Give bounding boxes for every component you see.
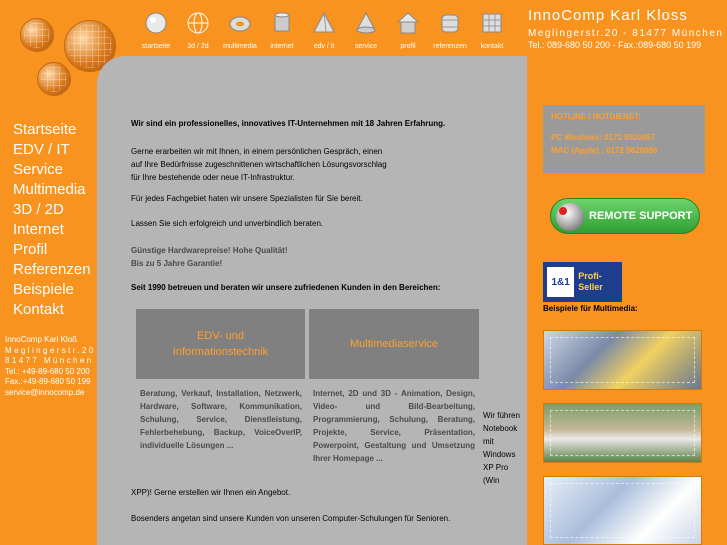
topnav-label: 3d / 2d (187, 43, 209, 50)
address-fax: Fax.:+49-89-680 50 199 (5, 377, 91, 386)
examples-heading: Beispiele für Multimedia: (543, 304, 638, 313)
leftnav-referenzen[interactable]: Referenzen (13, 261, 91, 278)
grid-cube-icon (481, 12, 503, 34)
topnav-edv-it[interactable] (303, 8, 345, 50)
company-phone: Tel.: 089-680 50 200 - Fax.:089-680 50 199 (528, 40, 702, 50)
pyramid-icon (313, 12, 335, 34)
since-text: Seit 1990 betreuen und beraten wir unsere zufriedenen Kunden in den Bereichen: (131, 283, 441, 292)
topnav-label: edv / it (313, 43, 335, 50)
main-panel (97, 56, 527, 545)
address-email[interactable]: service@innocomp.de (5, 387, 85, 397)
edv-description: Beratung, Verkauf, Installation, Netzwerk, Hardware, Software, Kommunikation, Schulung, Service, Dienstleistung, Fehlerbehebung, Backup, VoiceOverIP, individuelle Lösungen ... (140, 389, 302, 450)
top-navigation (135, 8, 513, 50)
cylinder-icon (271, 12, 293, 34)
paragraph-line: Gerne erarbeiten wir mit Ihnen, in einem persönlichen Gespräch, einen (131, 147, 383, 156)
sphere-icon (145, 12, 167, 34)
topnav-internet[interactable] (261, 8, 303, 50)
oneandone-logo: 1&1 (547, 267, 574, 297)
company-header (528, 7, 723, 50)
barrel-icon (439, 12, 461, 34)
company-name: InnoComp Karl Kloss (528, 7, 688, 24)
multimedia-example-thumbnail[interactable] (543, 330, 702, 390)
logo-sphere-icon (20, 18, 54, 52)
paragraph-specialists: Für jedes Fachgebiet haten wir unsere Spezialisten für Sie bereit. (131, 194, 363, 203)
address-name: InnoComp Karl Kloß (5, 335, 78, 344)
multimedia-description: Internet, 2D und 3D - Animation, Design, Video- und Bild-Bearbeitung, Programmierung, Schulung, Beratung, Projekte, Service, Präsentation, Powerpoint, Gestaltung und Umsetzung Ihrer Homepage ... (313, 389, 475, 463)
paragraph-consulting (131, 145, 387, 184)
topnav-label: startseite (141, 43, 171, 50)
topnav-multimedia[interactable] (219, 8, 261, 50)
topnav-referenzen[interactable] (429, 8, 471, 50)
leftnav-edv-it[interactable]: EDV / IT (13, 141, 70, 158)
notebook-text: Wir führen Notebook mit Windows XP Pro (Win (483, 411, 520, 485)
multimedia-example-thumbnail[interactable] (543, 476, 702, 545)
address-tel: Tel.: +49-89-680 50 200 (5, 366, 90, 376)
topnav-3d-2d[interactable] (177, 8, 219, 50)
edv-box-line: Informationstechnik (172, 346, 269, 358)
leftnav-3d-2d[interactable]: 3D / 2D (13, 201, 64, 218)
company-address: Meglingerstr.20 - 81477 München (528, 28, 724, 39)
topnav-service[interactable] (345, 8, 387, 50)
leftnav-beispiele[interactable]: Beispiele (13, 281, 74, 298)
paragraph-line: auf Ihre Bedürfnisse zugeschnittenen wirtschaftlichen Lösungsvorschlag (131, 160, 387, 169)
topnav-label: multimedia (223, 43, 257, 50)
topnav-label: kontakt (480, 43, 504, 50)
logo-sphere-icon (37, 62, 71, 96)
leftnav-internet[interactable]: Internet (13, 221, 64, 238)
topnav-kontakt[interactable] (471, 8, 513, 50)
promo-line: Günstige Hardwarepreise! Hohe Qualität! (131, 246, 288, 255)
wire-sphere-icon (187, 12, 209, 34)
paragraph-advice: Lassen Sie sich erfolgreich und unverbindlich beraten. (131, 219, 324, 228)
left-address (5, 335, 96, 398)
topnav-startseite[interactable] (135, 8, 177, 50)
offer-text: XPP)! Gerne erstellen wir Ihnen ein Angebot. (131, 488, 291, 497)
leftnav-startseite[interactable]: Startseite (13, 121, 77, 138)
topnav-label: referenzen (433, 43, 467, 50)
remote-support-label: REMOTE SUPPORT (589, 210, 693, 222)
address-city: 81477 München (5, 356, 94, 365)
profi-seller-label: Profi-Seller (578, 271, 603, 292)
senior-training-text: Bosenders angetan sind unsere Kunden von unseren Computer-Schulungen für Senioren. (131, 514, 451, 523)
torus-icon (229, 12, 251, 34)
promo-line: Bis zu 5 Jahre Garantie! (131, 259, 223, 268)
multimedia-example-thumbnail[interactable] (543, 403, 702, 463)
multimedia-box-title: Multimediaservice (349, 338, 439, 350)
oneandone-badge[interactable] (543, 262, 622, 302)
promo-text (131, 244, 287, 270)
hotline-box (543, 105, 705, 173)
house-icon (397, 12, 419, 34)
leftnav-profil[interactable]: Profil (13, 241, 48, 258)
hotline-mac: MAC (Apple) : 0172 8629086 (551, 146, 658, 155)
paragraph-line: für Ihre bestehende oder neue IT-Infrastruktur. (131, 173, 295, 182)
edv-box[interactable] (136, 309, 305, 379)
hotline-pc: PC Windows: 0172 8520457 (551, 133, 656, 142)
leftnav-multimedia[interactable]: Multimedia (13, 181, 86, 198)
intro-text: Wir sind ein professionelles, innovatives IT-Unternehmen mit 18 Jahren Erfahrung. (131, 119, 446, 128)
cone-icon (355, 12, 377, 34)
hotline-title: HOTLINE / NOTDIENST: (551, 112, 641, 121)
left-navigation (13, 120, 91, 320)
topnav-profil[interactable] (387, 8, 429, 50)
multimedia-box[interactable] (309, 309, 479, 379)
topnav-label: internet (270, 43, 294, 50)
remote-support-icon (556, 203, 584, 231)
topnav-label: profil (400, 43, 416, 50)
remote-support-button[interactable] (550, 198, 700, 234)
topnav-label: service (354, 43, 378, 50)
edv-box-line: EDV- und (196, 330, 245, 342)
leftnav-kontakt[interactable]: Kontakt (13, 301, 64, 318)
leftnav-service[interactable]: Service (13, 161, 64, 178)
address-street: Meglingerstr.20 (5, 345, 96, 355)
